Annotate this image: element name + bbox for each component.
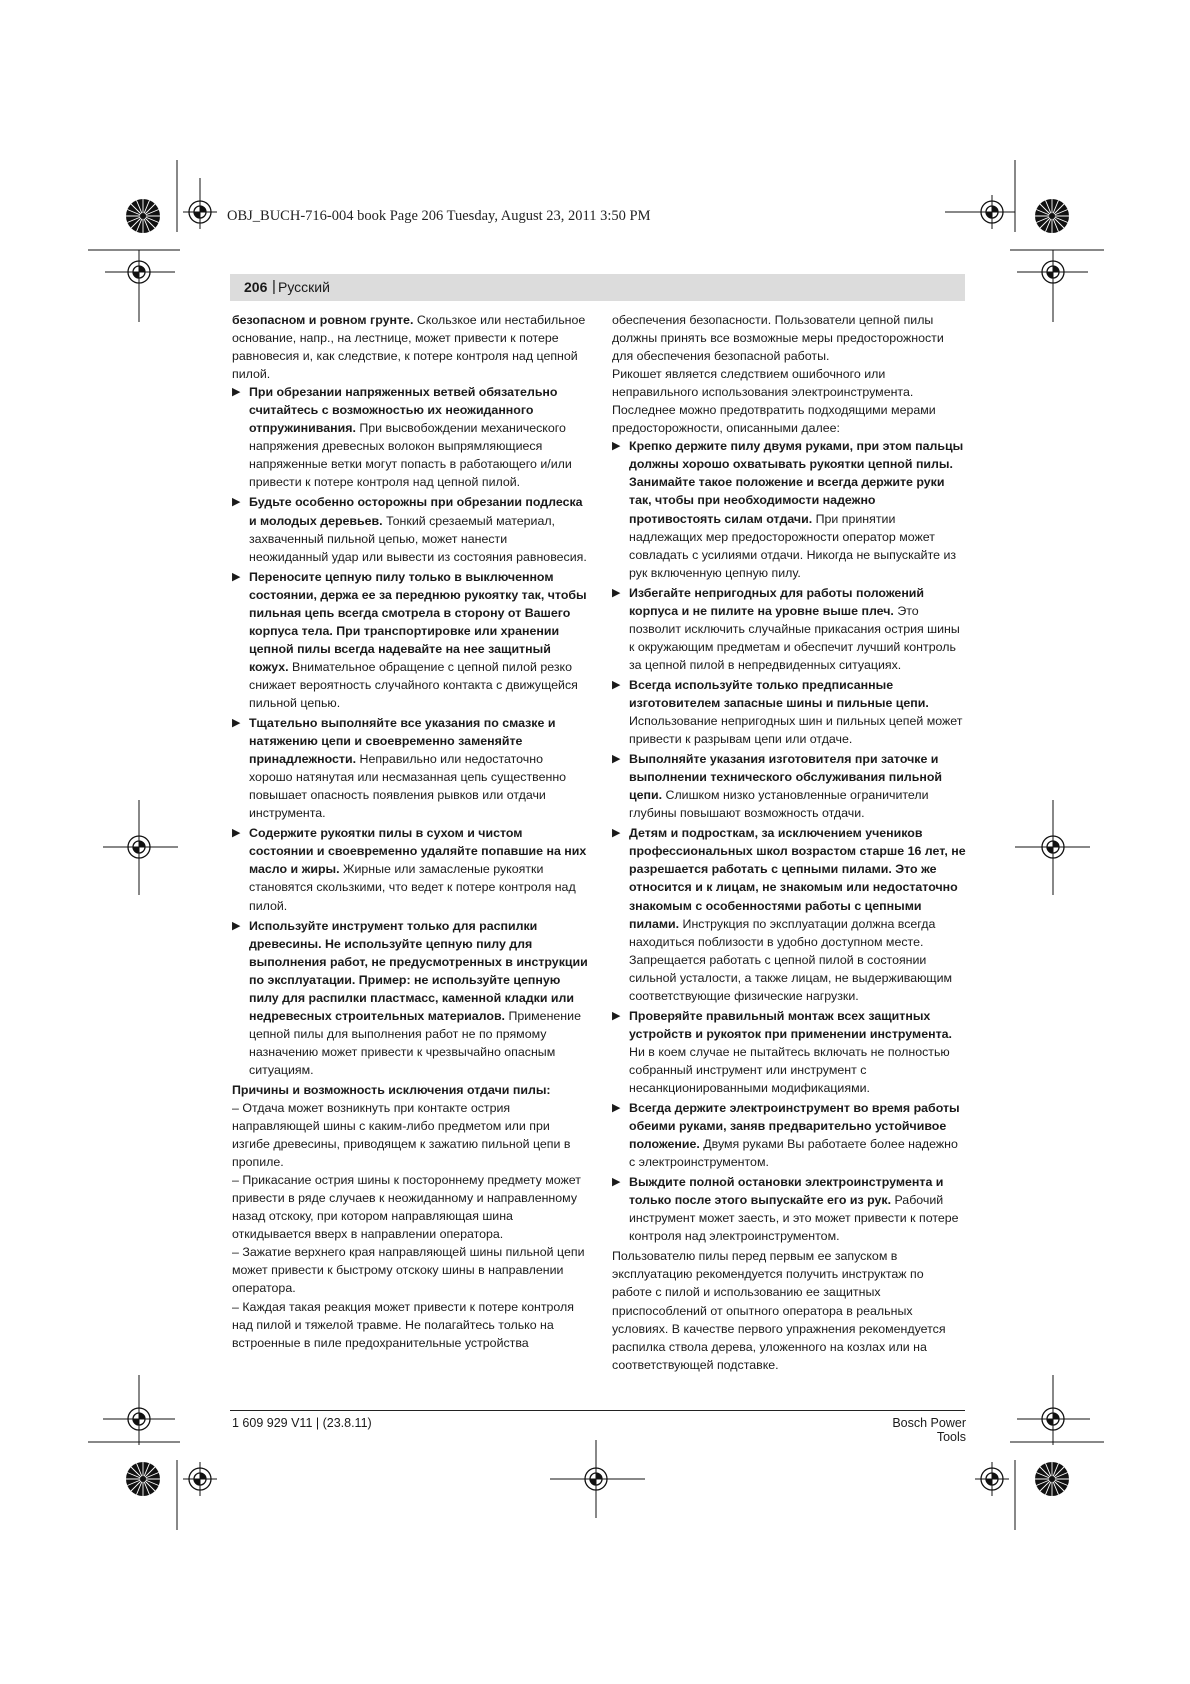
left-intro: безопасном и ровном грунте. Скользкое или нестабильное основание, напр., на лестнице, может привести к потере равновесия и, как следствие, к потере контроля над цепной пилой. — [232, 313, 586, 382]
page-header — [230, 274, 965, 301]
right-column — [612, 311, 966, 1374]
bullet-item: ▶ Крепко держите пилу двумя руками, при этом пальцы должны хорошо охватывать рукоятки цепной пилы. Занимайте такое положение и всегда держите руки так, чтобы при необходимости надежно противостоять силам отдачи. При принятии надлежащих мер предосторожности оператор может совладать с усилиями отдачи. Никогда не выпускайте из рук включенную цепную пилу. — [612, 439, 964, 580]
bullet-item: ▶ Избегайте непригодных для работы положений корпуса и не пилите на уровне выше плеч. Это позволит исключить случайные прикасания острия шины к окружающим предметам и обеспечит лучший контроль за цепной пилой в непредвиденных ситуациях. — [612, 585, 960, 672]
bullet-item: ▶ Проверяйте правильный монтаж всех защитных устройств и рукояток при применении инструмента. Ни в коем случае не пытайтесь включать не полностью собранный инструмент или инструмент с несанкционированными модификациями. — [612, 1008, 952, 1095]
bullet-item: ▶ Будьте особенно осторожны при обрезании подлеска и молодых деревьев. Тонкий срезаемый материал, захваченный пильной цепью, может нанести неожиданный удар или вывести из состояния равновесия. — [232, 495, 587, 564]
page-number: 206 — [244, 279, 268, 295]
bullet-item: ▶ Всегда используйте только предписанные изготовителем запасные шины и пильные цепи. Использование непригодных шин и пильных цепей может привести к разрывам цепи или отдаче. — [612, 677, 963, 747]
kickback-heading: Причины и возможность исключения отдачи пилы: — [232, 1082, 551, 1097]
bullet-item: ▶ Выполняйте указания изготовителя при заточке и выполнении технического обслуживания пильной цепи. Слишком низко установленные ограничители глубины повышают возможность отдачи. — [612, 752, 943, 821]
print-slug: OBJ_BUCH-716-004 book Page 206 Tuesday, August 23, 2011 3:50 PM — [227, 208, 651, 224]
right-intro-1: обеспечения безопасности. Пользователи цепной пилы должны принять все возможные меры предосторожности для обеспечения безопасной работы. — [612, 313, 944, 364]
bullet-item: ▶ Тщательно выполняйте все указания по смазке и натяжению цепи и своевременно заменяйте принадлежности. Неправильно или недостаточно хорошо натянутая или несмазанная цепь существенно повышает опасность появления рывков или отдачи инструмента. — [232, 716, 567, 821]
bullet-item: ▶ Содержите рукоятки пилы в сухом и чистом состоянии и своевременно удаляйте попавшие на них масло и жиры. Жирные или замасленые рукоятки становятся скользкими, что ведет к потере контроля над пилой. — [232, 826, 587, 913]
bullet-item: ▶ Выждите полной остановки электроинструмента и только после этого выпускайте его из рук. Рабочий инструмент может заесть, и это может привести к потере контроля над электроинструментом. — [612, 1175, 959, 1244]
language-label: Русский — [278, 279, 330, 295]
right-closing: Пользователю пилы перед первым ее запуском в эксплуатацию рекомендуется получить инструктаж по работе с пилой и использованию ее защитных приспособлений от опытного оператора в реальных условиях. В качестве первого упражнения рекомендуется распилка ствола дерева, уложенного на козлах или на соответствующей подставке. — [612, 1249, 946, 1372]
starburst-mark-bottom-left — [126, 1462, 160, 1496]
left-column — [232, 311, 588, 1352]
bullet-item: ▶ Детям и подросткам, за исключением учеников профессиональных школ возрастом старше 16 лет, не разрешается работать с цепными пилами. Это же относится и к лицам, не знакомым или недостаточно знакомым с особенностями работы с цепными пилами. Инструкция по эксплуатации должна всегда находиться поблизости в удобно доступном месте. Запрещается работать с цепной пилой в состоянии сильной усталости, а также лицам, не выдерживающим соответствующие физические нагрузки. — [612, 826, 966, 1003]
bullet-item: ▶ Всегда держите электроинструмент во время работы обеими руками, заняв предварительно устойчивое положение. Двумя руками Вы работаете более надежно с электроинструментом. — [612, 1101, 960, 1170]
right-intro-2: Рикошет является следствием ошибочного или неправильного использования электроинструмента. Последнее можно предотвратить подходящими мерами предосторожности, описанными далее: — [612, 367, 936, 436]
footer-brand: Bosch Power Tools — [892, 1416, 966, 1444]
bullet-item: ▶ При обрезании напряженных ветвей обязательно считайтесь с возможностью их неожиданного отпружинивания. При высвобождении механического напряжения древесных волокон выпрямляющиеся напряженные ветки могут попасть в работающего и/или привести к потере контроля над цепной пилой. — [232, 385, 572, 490]
footer-doc-number: 1 609 929 V11 | (23.8.11) — [232, 1416, 372, 1430]
bullet-item: ▶ Переносите цепную пилу только в выключенном состоянии, держа ее за переднюю рукоятку так, чтобы пильная цепь всегда смотрела в сторону от Вашего корпуса тела. При транспортировке или хранении цепной пилы всегда надевайте на нее защитный кожух. Внимательное обращение с цепной пилой резко снижает вероятность случайного контакта с движущейся пильной цепью. — [232, 569, 587, 710]
bullet-item: ▶ Используйте инструмент только для распилки древесины. Не используйте цепную пилу для выполнения работ, не предусмотренных в инструкции по эксплуатации. Пример: не используйте цепную пилу для распилки пластмасс, каменной кладки или недревесных строительных материалов. Применение цепной пилы для выполнения работ не по прямому назначению может привести к чрезвычайно опасным ситуациям. — [232, 918, 588, 1077]
starburst-mark-top-right — [1035, 199, 1069, 233]
kickback-item: – Зажатие верхнего края направляющей шины пильной цепи может привести к быстрому отскоку шины в направлении оператора. — [232, 1245, 585, 1296]
starburst-mark-bottom-right — [1035, 1462, 1069, 1496]
footer-rule — [230, 1410, 965, 1411]
kickback-item: – Каждая такая реакция может привести к потере контроля над пилой и тяжелой травме. Не полагайтесь только на встроенные в пиле предохранительные устройства — [232, 1299, 574, 1350]
kickback-item: – Прикасание острия шины к постороннему предмету может привести в ряде случаев к неожиданному и направленному назад отскоку, при котором направляющая шина откидывается вверх в направлении оператора. — [232, 1173, 581, 1242]
kickback-item: – Отдача может возникнуть при контакте острия направляющей шины с каким-либо предметом или при изгибе древесины, приводящем к зажатию пильной цепи в пропиле. — [232, 1101, 571, 1170]
starburst-mark-top-left — [126, 199, 160, 233]
header-separator: | — [272, 278, 276, 295]
